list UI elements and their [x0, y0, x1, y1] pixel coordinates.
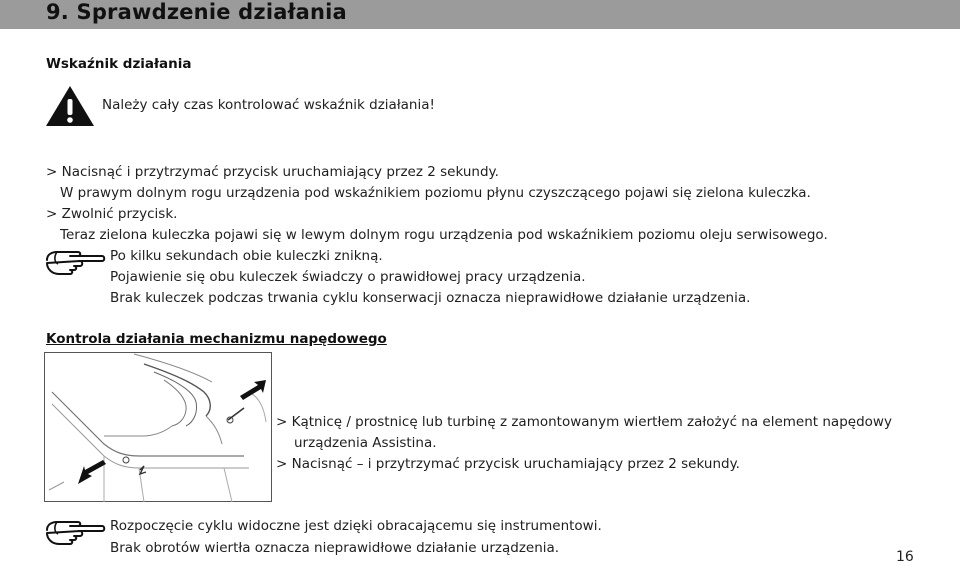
- step-green-ball-right: W prawym dolnym rogu urządzenia pod wskaźnikiem poziomu płynu czyszczącego pojawi się zielona kuleczka.: [60, 185, 811, 201]
- page-title: 9. Sprawdzenie działania: [46, 0, 347, 24]
- note-balls-disappear: Po kilku sekundach obie kuleczki znikną.: [110, 248, 383, 264]
- pointing-hand-icon: [44, 516, 106, 546]
- warning-text: Należy cały czas kontrolować wskaźnik działania!: [102, 97, 435, 113]
- step-press-button: > Nacisnąć i przytrzymać przycisk uruchamiający przez 2 sekundy.: [46, 164, 499, 180]
- section-heading-drive: Kontrola działania mechanizmu napędowego: [46, 331, 387, 347]
- device-drive-illustration: [44, 352, 272, 502]
- note-cycle-start: Rozpoczęcie cyklu widoczne jest dzięki obracającemu się instrumentowi.: [110, 518, 602, 534]
- step-mount-instrument-cont: urządzenia Assistina.: [294, 435, 437, 451]
- note-no-rotation: Brak obrotów wiertła oznacza nieprawidłowe działanie urządzenia.: [110, 540, 560, 556]
- pointing-hand-icon: [44, 246, 106, 276]
- warning-triangle-icon: [44, 84, 96, 128]
- note-balls-correct: Pojawienie się obu kuleczek świadczy o prawidłowej pracy urządzenia.: [110, 269, 586, 285]
- step-green-ball-left: Teraz zielona kuleczka pojawi się w lewym dolnym rogu urządzenia pod wskaźnikiem poziomu oleju serwisowego.: [60, 227, 828, 243]
- step-mount-instrument: > Kątnicę / prostnicę lub turbinę z zamontowanym wiertłem założyć na element napędowy: [276, 414, 892, 430]
- page-number: 16: [896, 549, 914, 565]
- step-release-button: > Zwolnić przycisk.: [46, 206, 178, 222]
- section-heading-indicator: Wskaźnik działania: [46, 56, 192, 72]
- step-press-hold: > Nacisnąć – i przytrzymać przycisk uruchamiający przez 2 sekundy.: [276, 456, 740, 472]
- note-no-balls: Brak kuleczek podczas trwania cyklu konserwacji oznacza nieprawidłowe działanie urządzenia.: [110, 290, 751, 306]
